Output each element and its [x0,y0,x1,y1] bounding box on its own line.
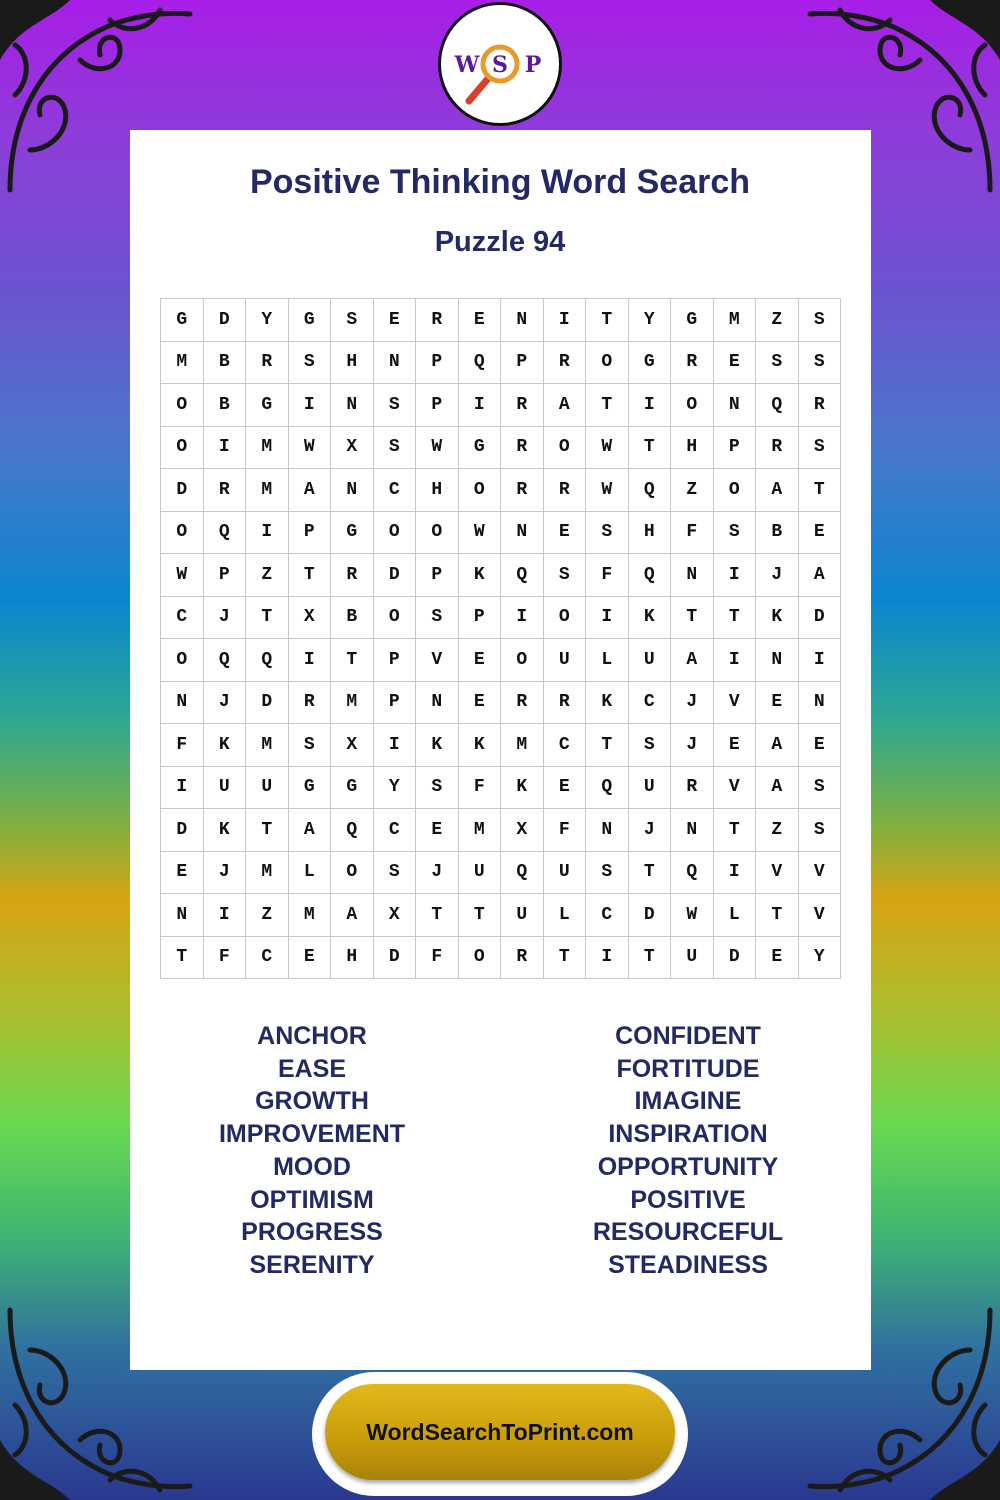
grid-cell[interactable]: I [246,512,289,555]
grid-cell[interactable]: I [586,597,629,640]
grid-cell[interactable]: S [544,554,587,597]
grid-cell[interactable]: E [544,512,587,555]
grid-cell[interactable]: F [671,512,714,555]
grid-cell[interactable]: X [331,724,374,767]
grid-cell[interactable]: S [799,342,842,385]
grid-cell[interactable]: Z [756,809,799,852]
grid-cell[interactable]: E [459,639,502,682]
footer-website-link[interactable]: WordSearchToPrint.com [366,1418,634,1445]
grid-cell[interactable]: O [459,937,502,980]
word-list-right [508,1020,868,1282]
grid-cell[interactable]: R [416,299,459,342]
grid-cell[interactable]: P [416,342,459,385]
word-list-item: GROWTH [255,1087,369,1116]
grid-cell[interactable]: U [671,937,714,980]
grid-cell[interactable]: R [204,469,247,512]
grid-cell[interactable]: H [331,937,374,980]
grid-cell[interactable]: H [416,469,459,512]
grid-cell[interactable]: S [374,384,417,427]
grid-cell[interactable]: M [331,682,374,725]
grid-cell[interactable]: T [671,597,714,640]
grid-cell[interactable]: M [501,724,544,767]
grid-cell[interactable]: I [204,894,247,937]
grid-cell[interactable]: N [416,682,459,725]
grid-cell[interactable]: J [416,852,459,895]
grid-cell[interactable]: A [289,809,332,852]
grid-cell[interactable]: J [671,724,714,767]
grid-cell[interactable]: J [671,682,714,725]
grid-cell[interactable]: P [501,342,544,385]
grid-cell[interactable]: I [501,597,544,640]
grid-cell[interactable]: Q [204,512,247,555]
grid-cell[interactable]: C [161,597,204,640]
word-list-item: OPTIMISM [250,1185,374,1214]
grid-cell[interactable]: G [629,342,672,385]
grid-cell[interactable]: I [289,639,332,682]
grid-cell[interactable]: L [544,894,587,937]
grid-cell[interactable]: S [756,342,799,385]
grid-cell[interactable]: P [374,639,417,682]
grid-cell[interactable]: T [586,384,629,427]
grid-cell[interactable]: A [756,767,799,810]
grid-cell[interactable]: Q [204,639,247,682]
grid-cell[interactable]: U [629,767,672,810]
grid-cell[interactable]: M [246,852,289,895]
grid-cell[interactable]: N [671,809,714,852]
grid-cell[interactable]: U [246,767,289,810]
grid-cell[interactable]: Q [586,767,629,810]
grid-cell[interactable]: Y [246,299,289,342]
word-list-left [132,1020,492,1282]
grid-cell[interactable]: P [204,554,247,597]
grid-cell[interactable]: N [161,682,204,725]
grid-cell[interactable]: A [331,894,374,937]
grid-cell[interactable]: O [544,597,587,640]
grid-cell[interactable]: I [714,554,757,597]
grid-cell[interactable]: S [586,852,629,895]
grid-cell[interactable]: R [671,767,714,810]
grid-cell[interactable]: O [714,469,757,512]
grid-cell[interactable]: Y [374,767,417,810]
grid-cell[interactable]: R [501,384,544,427]
grid-cell[interactable]: U [629,639,672,682]
grid-cell[interactable]: C [374,469,417,512]
grid-cell[interactable]: C [246,937,289,980]
grid-cell[interactable]: A [544,384,587,427]
grid-cell[interactable]: A [671,639,714,682]
word-list-item: MOOD [273,1152,351,1181]
grid-cell[interactable]: O [331,852,374,895]
grid-cell[interactable]: S [416,767,459,810]
grid-cell[interactable]: J [629,809,672,852]
grid-cell[interactable]: O [161,512,204,555]
grid-cell[interactable]: M [246,427,289,470]
grid-cell[interactable]: E [459,299,502,342]
grid-cell[interactable]: F [586,554,629,597]
grid-cell[interactable]: C [544,724,587,767]
grid-cell[interactable]: Q [671,852,714,895]
grid-cell[interactable]: E [374,299,417,342]
grid-cell[interactable]: D [799,597,842,640]
grid-cell[interactable]: D [714,937,757,980]
grid-cell[interactable]: S [799,767,842,810]
grid-cell[interactable]: K [756,597,799,640]
grid-cell[interactable]: L [714,894,757,937]
grid-cell[interactable]: K [501,767,544,810]
grid-cell[interactable]: Q [629,554,672,597]
grid-cell[interactable]: I [544,299,587,342]
grid-cell[interactable]: B [204,342,247,385]
grid-cell[interactable]: R [501,937,544,980]
grid-cell[interactable]: H [331,342,374,385]
grid-cell[interactable]: N [714,384,757,427]
grid-cell[interactable]: W [586,469,629,512]
grid-cell[interactable]: R [544,342,587,385]
grid-cell[interactable]: M [459,809,502,852]
grid-cell[interactable]: R [544,469,587,512]
grid-cell[interactable]: P [714,427,757,470]
grid-cell[interactable]: T [289,554,332,597]
grid-cell[interactable]: S [374,852,417,895]
word-list-item: SERENITY [249,1250,375,1279]
grid-cell[interactable]: T [799,469,842,512]
grid-cell[interactable]: N [331,469,374,512]
grid-cell[interactable]: J [204,852,247,895]
grid-cell[interactable]: Z [671,469,714,512]
grid-cell[interactable]: J [204,682,247,725]
grid-cell[interactable]: W [671,894,714,937]
logo-letter-w: W [454,52,480,78]
grid-cell[interactable]: I [629,384,672,427]
grid-cell[interactable]: O [501,639,544,682]
grid-cell[interactable]: O [671,384,714,427]
grid-cell[interactable]: B [204,384,247,427]
puzzle-number: Puzzle 94 [434,226,566,258]
grid-cell[interactable]: W [459,512,502,555]
word-list-item: PROGRESS [241,1218,383,1247]
grid-cell[interactable]: K [204,724,247,767]
grid-cell[interactable]: K [586,682,629,725]
grid-cell[interactable]: T [714,597,757,640]
word-list-item: RESOURCEFUL [592,1218,784,1247]
grid-cell[interactable]: C [629,682,672,725]
grid-cell[interactable]: W [416,427,459,470]
footer-badge[interactable] [325,1384,675,1480]
grid-cell[interactable]: S [289,724,332,767]
grid-cell[interactable]: R [501,427,544,470]
grid-cell[interactable]: S [799,809,842,852]
grid-cell[interactable]: E [459,682,502,725]
grid-cell[interactable]: Q [331,809,374,852]
grid-cell[interactable]: H [671,427,714,470]
grid-cell[interactable]: P [416,384,459,427]
grid-cell[interactable]: R [246,342,289,385]
grid-cell[interactable]: V [799,852,842,895]
grid-cell[interactable]: T [544,937,587,980]
grid-cell[interactable]: W [586,427,629,470]
grid-cell[interactable]: A [756,724,799,767]
grid-cell[interactable]: A [756,469,799,512]
word-list-item: POSITIVE [630,1185,746,1214]
grid-cell[interactable]: C [374,809,417,852]
grid-cell[interactable]: M [714,299,757,342]
grid-cell[interactable]: O [459,469,502,512]
grid-cell[interactable]: Q [756,384,799,427]
grid-cell[interactable]: Q [501,852,544,895]
grid-cell[interactable]: H [629,512,672,555]
grid-cell[interactable]: K [629,597,672,640]
word-list-item: OPPORTUNITY [597,1152,779,1181]
grid-cell[interactable]: J [204,597,247,640]
grid-cell[interactable]: S [799,427,842,470]
grid-cell[interactable]: Z [246,554,289,597]
grid-cell[interactable]: E [799,512,842,555]
grid-cell[interactable]: U [204,767,247,810]
grid-cell[interactable]: G [459,427,502,470]
grid-cell[interactable]: E [289,937,332,980]
grid-cell[interactable]: O [544,427,587,470]
grid-cell[interactable]: T [714,809,757,852]
grid-cell[interactable]: T [416,894,459,937]
grid-cell[interactable]: D [374,554,417,597]
grid-cell[interactable]: N [161,894,204,937]
word-list-item: ANCHOR [257,1022,367,1050]
grid-cell[interactable]: S [799,299,842,342]
grid-cell[interactable]: M [161,342,204,385]
grid-cell[interactable]: R [671,342,714,385]
grid-cell[interactable]: T [586,299,629,342]
grid-cell[interactable]: N [756,639,799,682]
grid-cell[interactable]: J [756,554,799,597]
grid-cell[interactable]: F [544,809,587,852]
grid-cell[interactable]: K [459,724,502,767]
grid-cell[interactable]: T [756,894,799,937]
grid-cell[interactable]: X [289,597,332,640]
word-list-item: IMAGINE [634,1087,742,1116]
word-list-item: INSPIRATION [608,1120,768,1149]
grid-cell[interactable]: O [161,639,204,682]
grid-cell[interactable]: C [586,894,629,937]
wsp-logo [438,2,562,126]
grid-cell[interactable]: U [501,894,544,937]
grid-cell[interactable]: O [374,512,417,555]
grid-cell[interactable]: D [161,469,204,512]
grid-cell[interactable]: S [714,512,757,555]
grid-cell[interactable]: S [629,724,672,767]
grid-cell[interactable]: D [374,937,417,980]
grid-cell[interactable]: U [459,852,502,895]
grid-cell[interactable]: S [586,512,629,555]
grid-cell[interactable]: F [161,724,204,767]
grid-cell[interactable]: N [671,554,714,597]
grid-cell[interactable]: V [714,767,757,810]
grid-cell[interactable]: T [331,639,374,682]
grid-cell[interactable]: T [246,809,289,852]
grid-cell[interactable]: I [459,384,502,427]
grid-cell[interactable]: E [161,852,204,895]
grid-cell[interactable]: R [501,682,544,725]
grid-cell[interactable]: O [586,342,629,385]
grid-cell[interactable]: R [544,682,587,725]
grid-cell[interactable]: G [161,299,204,342]
word-list-item: CONFIDENT [615,1022,761,1050]
logo-letter-s: S [492,52,508,78]
grid-cell[interactable]: Q [459,342,502,385]
grid-cell[interactable]: D [629,894,672,937]
grid-cell[interactable]: F [204,937,247,980]
word-list-item: STEADINESS [608,1250,768,1279]
grid-cell[interactable]: L [289,852,332,895]
grid-cell[interactable]: X [331,427,374,470]
grid-cell[interactable]: E [799,724,842,767]
grid-cell[interactable]: O [374,597,417,640]
page-title: Positive Thinking Word Search [249,163,751,201]
grid-cell[interactable]: M [246,469,289,512]
grid-cell[interactable]: V [714,682,757,725]
grid-cell[interactable]: G [331,767,374,810]
grid-cell[interactable]: U [544,852,587,895]
grid-cell[interactable]: P [289,512,332,555]
grid-cell[interactable]: T [629,852,672,895]
grid-cell[interactable]: S [289,342,332,385]
grid-cell[interactable]: A [289,469,332,512]
word-list-item: EASE [277,1054,347,1083]
grid-cell[interactable]: R [501,469,544,512]
grid-cell[interactable]: W [161,554,204,597]
grid-cell[interactable]: O [161,384,204,427]
grid-cell[interactable]: F [459,767,502,810]
grid-cell[interactable]: R [756,427,799,470]
grid-cell[interactable]: R [289,682,332,725]
grid-cell[interactable]: S [331,299,374,342]
grid-cell[interactable]: B [331,597,374,640]
grid-cell[interactable]: O [416,512,459,555]
grid-cell[interactable]: P [459,597,502,640]
grid-cell[interactable]: E [756,682,799,725]
grid-cell[interactable]: E [544,767,587,810]
grid-cell[interactable]: G [289,767,332,810]
grid-cell[interactable]: I [204,427,247,470]
word-list-item: FORTITUDE [616,1054,760,1083]
grid-cell[interactable]: T [586,724,629,767]
grid-cell[interactable]: K [416,724,459,767]
grid-cell[interactable]: K [459,554,502,597]
grid-cell[interactable]: G [671,299,714,342]
grid-cell[interactable]: I [714,852,757,895]
grid-cell[interactable]: N [501,299,544,342]
grid-cell[interactable]: T [629,937,672,980]
grid-cell[interactable]: T [459,894,502,937]
grid-cell[interactable]: I [799,639,842,682]
grid-cell[interactable]: Y [629,299,672,342]
grid-cell[interactable]: P [416,554,459,597]
grid-cell[interactable]: Y [799,937,842,980]
grid-cell[interactable]: N [501,512,544,555]
grid-cell[interactable]: K [204,809,247,852]
grid-cell[interactable]: M [246,724,289,767]
grid-cell[interactable]: I [289,384,332,427]
grid-cell[interactable]: G [289,299,332,342]
grid-cell[interactable]: D [161,809,204,852]
grid-cell[interactable]: I [161,767,204,810]
logo-letter-p: P [524,52,542,78]
grid-cell[interactable]: W [289,427,332,470]
grid-cell[interactable]: I [374,724,417,767]
grid-cell[interactable]: E [714,724,757,767]
grid-cell[interactable]: N [586,809,629,852]
grid-cell[interactable]: U [544,639,587,682]
grid-cell[interactable]: S [374,427,417,470]
grid-cell[interactable]: T [161,937,204,980]
grid-cell[interactable]: A [799,554,842,597]
grid-cell[interactable]: V [799,894,842,937]
grid-cell[interactable]: Q [501,554,544,597]
grid-cell[interactable]: I [714,639,757,682]
grid-cell[interactable]: R [799,384,842,427]
word-list-item: IMPROVEMENT [218,1120,406,1149]
grid-cell[interactable]: B [756,512,799,555]
grid-cell[interactable]: E [714,342,757,385]
grid-cell[interactable]: Z [246,894,289,937]
grid-cell[interactable]: Q [629,469,672,512]
grid-cell[interactable]: N [799,682,842,725]
grid-cell[interactable]: O [161,427,204,470]
grid-cell[interactable]: D [204,299,247,342]
grid-cell[interactable]: T [246,597,289,640]
grid-cell[interactable]: G [331,512,374,555]
grid-cell[interactable]: S [416,597,459,640]
grid-cell[interactable]: G [246,384,289,427]
grid-cell[interactable]: V [756,852,799,895]
grid-cell[interactable]: R [331,554,374,597]
grid-cell[interactable]: P [374,682,417,725]
grid-cell[interactable]: X [374,894,417,937]
grid-cell[interactable]: L [586,639,629,682]
grid-cell[interactable]: V [416,639,459,682]
grid-cell[interactable]: Z [756,299,799,342]
grid-cell[interactable]: E [756,937,799,980]
grid-cell[interactable]: N [331,384,374,427]
magnifier-icon [445,9,555,119]
grid-cell[interactable]: X [501,809,544,852]
grid-cell[interactable]: D [246,682,289,725]
grid-cell[interactable]: Q [246,639,289,682]
grid-cell[interactable]: N [374,342,417,385]
grid-cell[interactable]: E [416,809,459,852]
grid-cell[interactable]: T [629,427,672,470]
grid-cell[interactable]: I [586,937,629,980]
word-search-grid [160,298,841,979]
grid-cell[interactable]: F [416,937,459,980]
grid-cell[interactable]: M [289,894,332,937]
